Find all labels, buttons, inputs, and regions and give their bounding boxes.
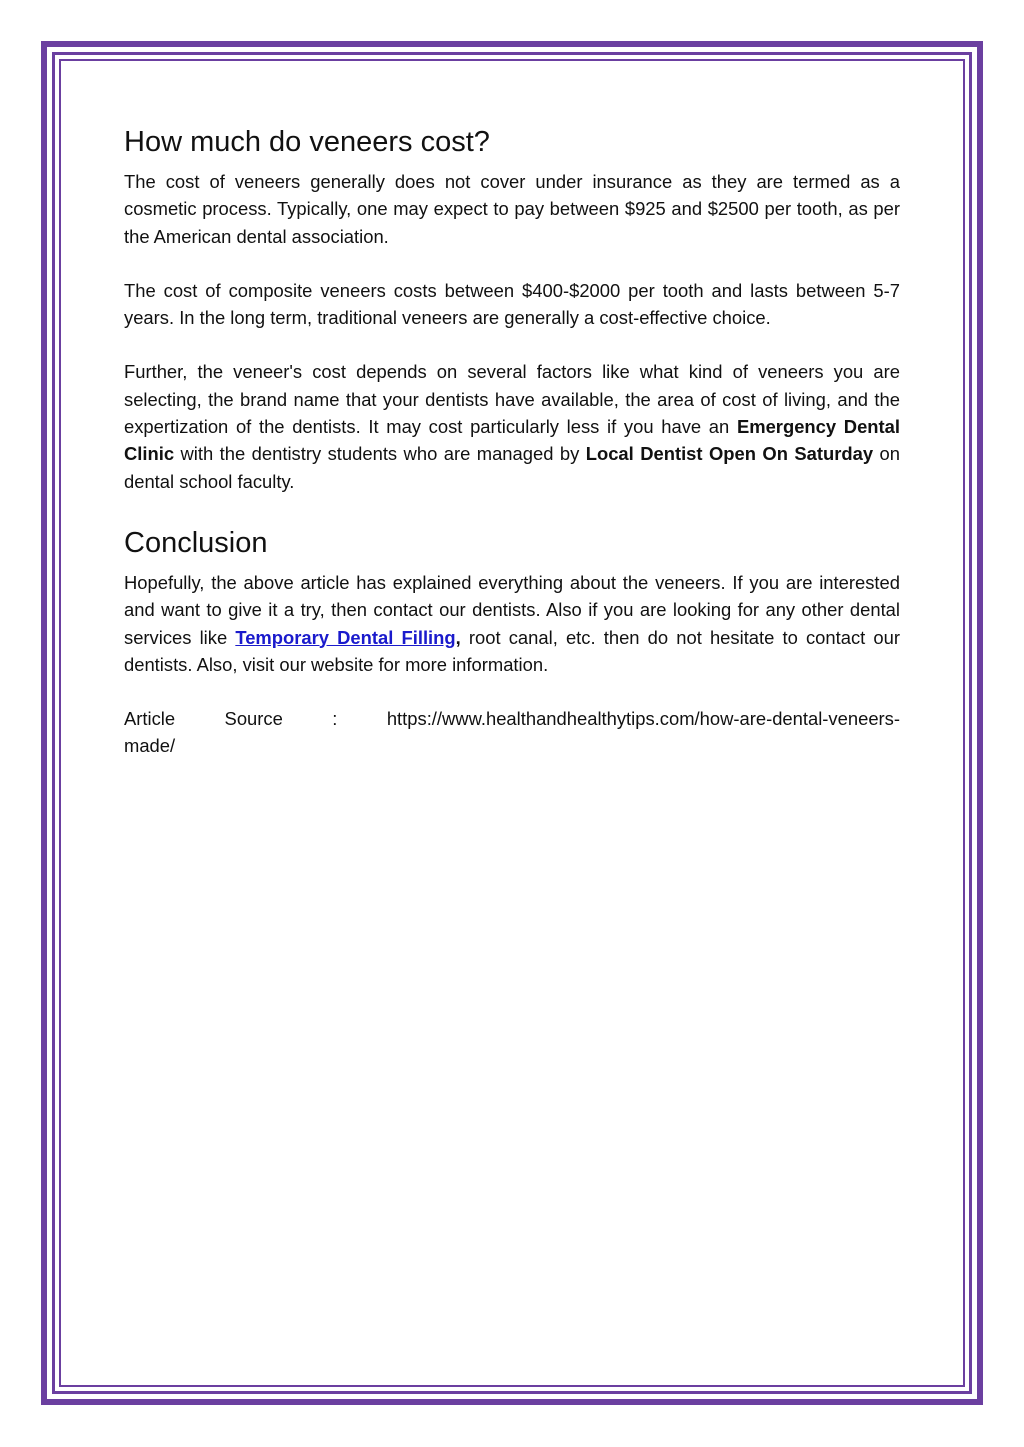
cost-paragraph-3-text-b: with the dentistry students who are managed by bbox=[174, 443, 586, 465]
emergency-dental-clinic-bold: Emergency Dental Clinic bbox=[124, 416, 900, 465]
conclusion-text-b: root canal, etc. then do not hesitate to contact our dentists. Also, visit our website for more information. bbox=[124, 626, 900, 675]
article-source-line bbox=[124, 705, 900, 732]
document-body bbox=[124, 118, 900, 760]
article-source-word-article: Article bbox=[124, 708, 176, 730]
cost-paragraph-3-text-c: on dental school faculty. bbox=[124, 443, 900, 492]
link-comma: , bbox=[455, 626, 461, 648]
article-source-url: https://www.healthandhealthytips.com/how-are-dental-veneers- bbox=[386, 708, 900, 730]
cost-heading: How much do veneers cost? bbox=[124, 126, 490, 158]
article-source-url-continued: made/ bbox=[124, 735, 176, 757]
cost-paragraph-3 bbox=[124, 358, 900, 494]
cost-paragraph-1: The cost of veneers generally does not cover under insurance as they are termed as a cosmetic process. Typically, one may expect to pay between $925 and $2500 per tooth, as per the American dental association. bbox=[124, 171, 900, 247]
local-dentist-saturday-bold: Local Dentist Open On Saturday bbox=[585, 443, 874, 465]
conclusion-text-a: Hopefully, the above article has explained everything about the veneers. If you are interested and want to give it a try, then contact our dentists. Also if you are looking for any other dental services like bbox=[124, 571, 900, 648]
article-source-word-source: Source bbox=[224, 708, 283, 730]
conclusion-paragraph bbox=[124, 569, 900, 678]
cost-paragraph-3-text-a: Further, the veneer's cost depends on several factors like what kind of veneers you are selecting, the brand name that your dentists have available, the area of cost of living, and the expertization of the dentists. It may cost particularly less if you have an bbox=[124, 361, 900, 438]
cost-paragraph-2: The cost of composite veneers costs between $400-$2000 per tooth and lasts between 5-7 years. In the long term, traditional veneers are generally a cost-effective choice. bbox=[124, 279, 900, 329]
temporary-dental-filling-link[interactable]: Temporary Dental Filling bbox=[235, 626, 456, 648]
conclusion-heading: Conclusion bbox=[124, 526, 268, 559]
article-source-colon: : bbox=[332, 708, 338, 730]
